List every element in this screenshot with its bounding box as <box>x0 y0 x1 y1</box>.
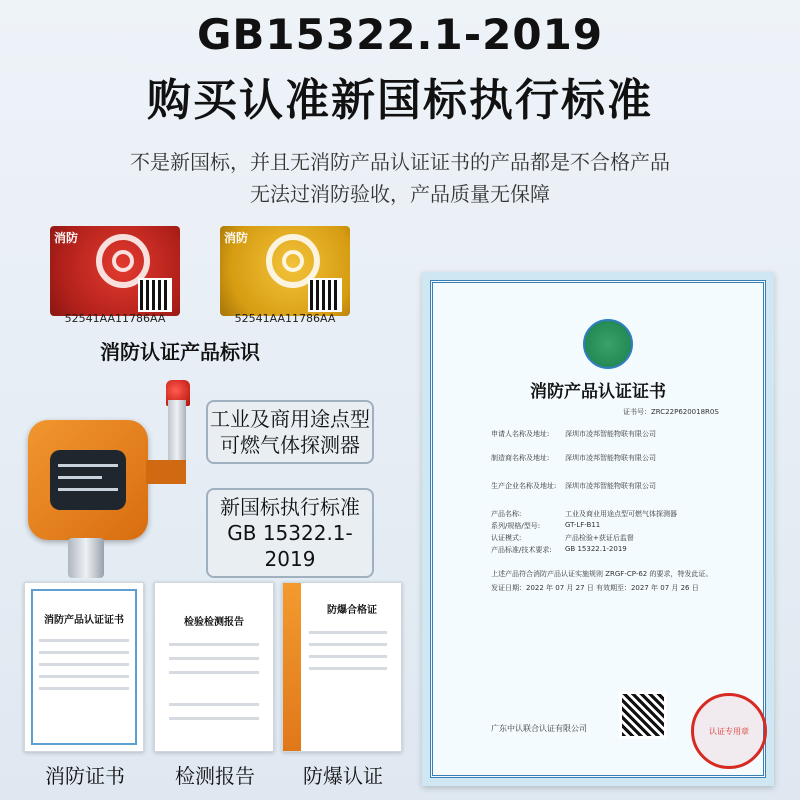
qr-code-icon <box>138 278 172 312</box>
warning-text-2: 无法过消防验收，产品质量无保障 <box>250 182 550 206</box>
cert-row: 产品名称: 工业及商业用途点型可燃气体探测器 <box>491 510 677 518</box>
page-subtitle-heading: 购买认准新国标执行标准 <box>147 75 653 126</box>
callout-line: 工业及商用途点型 <box>210 407 370 431</box>
callout-line: 可燃气体探测器 <box>220 433 360 457</box>
official-seal-icon: 认证专用章 <box>691 693 767 769</box>
certificate-frame <box>430 280 766 778</box>
thumb-title: 防爆合格证 <box>327 605 377 616</box>
thumb-title: 检验检测报告 <box>184 617 244 628</box>
label-serial: 52541AA11786AA <box>64 312 166 325</box>
thumb-caption: 防爆认证 <box>303 764 383 788</box>
detector-display <box>50 450 126 510</box>
thumb-test-report <box>154 582 274 752</box>
cert-row: 认证模式: 产品检验+获证后监督 <box>491 534 634 542</box>
thumb-caption: 消防证书 <box>45 764 125 788</box>
sensor-nozzle <box>68 538 104 578</box>
fire-cert-label-red <box>50 226 180 316</box>
fire-cert-label-gold <box>220 226 350 316</box>
thumb-caption: 检测报告 <box>175 764 255 788</box>
certificate-issuer: 广东中认联合认证有限公司 <box>491 724 587 733</box>
labels-caption: 消防认证产品标识 <box>100 340 260 364</box>
label-tag-text: 消防 <box>54 231 79 245</box>
callout-line: 新国标执行标准 <box>220 495 360 519</box>
thumb-explosion-proof <box>282 582 402 752</box>
fire-product-certificate <box>422 272 774 786</box>
cert-row: 系列/规格/型号: GT-LF-B11 <box>491 521 601 530</box>
gas-detector-image <box>28 380 208 580</box>
certificate-remark: 上述产品符合消防产品认证实施规则 ZRGF-CP-62 的要求，特发此证。 <box>491 570 713 578</box>
thumb-fire-certificate <box>24 582 144 752</box>
thumb-title: 消防产品认证证书 <box>44 615 124 626</box>
cert-row: 申请人名称及地址: 深圳市凌邦智能物联有限公司 <box>491 430 656 438</box>
label-tag-text: 消防 <box>224 231 249 245</box>
product-type-callout <box>206 400 374 464</box>
standard-callout <box>206 488 374 578</box>
detector-body <box>28 420 148 540</box>
qr-code-icon <box>619 691 667 739</box>
detector-arm <box>146 460 186 484</box>
warning-text-1: 不是新国标，并且无消防产品认证证书的产品都是不合格产品 <box>130 150 670 174</box>
cert-row: 产品标准/技术要求: GB 15322.1-2019 <box>491 545 627 554</box>
cert-row: 制造商名称及地址: 深圳市凌邦智能物联有限公司 <box>491 454 656 462</box>
callout-line: GB 15322.1-2019 <box>227 521 353 571</box>
page-title: GB15322.1-2019 <box>196 10 604 59</box>
label-serial: 52541AA11786AA <box>234 312 336 325</box>
certificate-number: 证书号：ZRC22P620018R0S <box>623 408 719 416</box>
certificate-title: 消防产品认证证书 <box>530 382 666 402</box>
certificate-dates: 发证日期：2022 年 07 月 27 日 有效期至：2027 年 07 月 26 日 <box>491 584 699 592</box>
cert-emblem-icon <box>583 319 633 369</box>
cert-row: 生产企业名称及地址: 深圳市凌邦智能物联有限公司 <box>491 482 656 490</box>
qr-code-icon <box>308 278 342 312</box>
